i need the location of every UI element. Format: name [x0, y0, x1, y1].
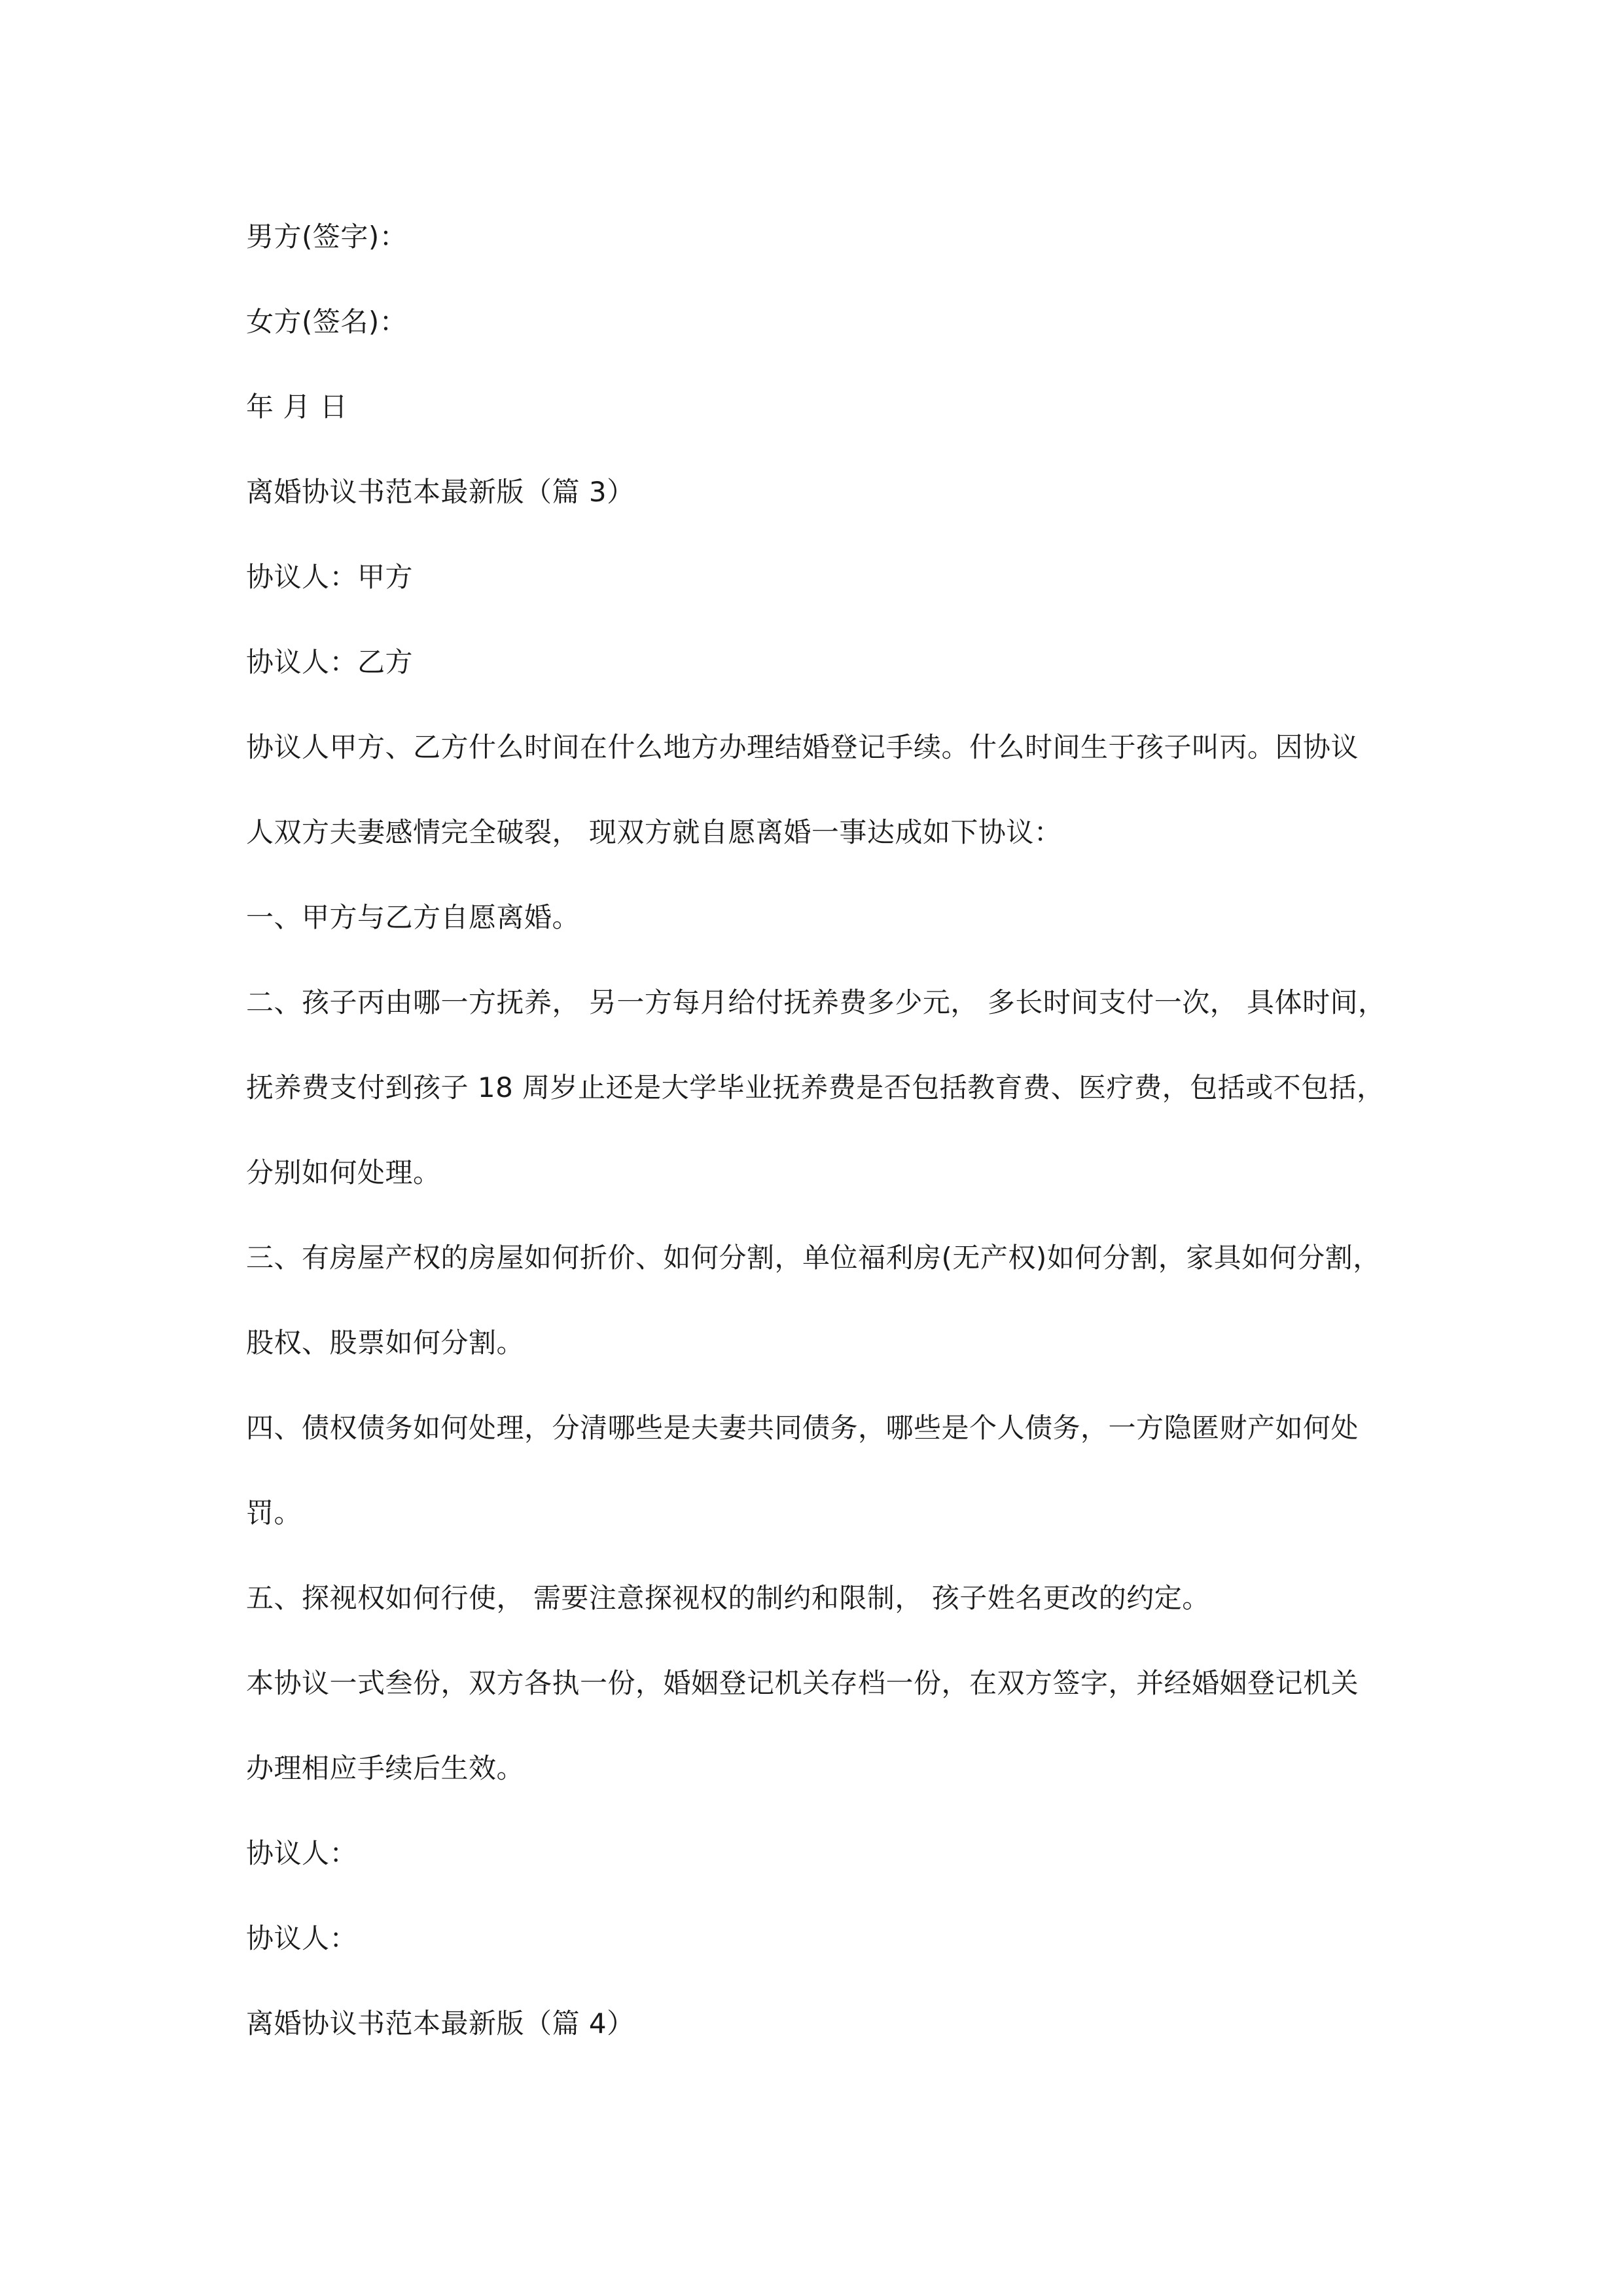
intro-paragraph-line-2: 人双方夫妻感情完全破裂， 现双方就自愿离婚一事达成如下协议：: [246, 816, 1062, 848]
clause-2-line-3: 分别如何处理。: [246, 1157, 441, 1189]
party-b-line: 协议人：乙方: [246, 646, 414, 678]
party-a-line: 协议人：甲方: [246, 561, 414, 593]
clause-2-line-2: 抚养费支付到孩子 18 周岁止还是大学毕业抚养费是否包括教育费、医疗费，包括或不包括，: [246, 1071, 1385, 1103]
clause-3-line-2: 股权、股票如何分割。: [246, 1327, 525, 1359]
intro-paragraph-line-1: 协议人甲方、乙方什么时间在什么地方办理结婚登记手续。什么时间生于孩子叫丙。因协议: [246, 731, 1359, 763]
clause-3-line-1: 三、有房屋产权的房屋如何折价、如何分割，单位福利房(无产权)如何分割，家具如何分割，: [246, 1242, 1381, 1274]
copies-paragraph-line-2: 办理相应手续后生效。: [246, 1752, 525, 1784]
clause-1: 一、甲方与乙方自愿离婚。: [246, 901, 580, 933]
date-line: 年 月 日: [246, 391, 348, 423]
clause-5: 五、探视权如何行使， 需要注意探视权的制约和限制， 孩子姓名更改的约定。: [246, 1582, 1210, 1614]
signatory-line-2: 协议人：: [246, 1922, 358, 1954]
copies-paragraph-line-1: 本协议一式叁份，双方各执一份，婚姻登记机关存档一份，在双方签字，并经婚姻登记机关: [246, 1667, 1359, 1699]
clause-4-line-2: 罚。: [246, 1497, 302, 1529]
female-signature-line: 女方(签名)：: [246, 306, 408, 338]
clause-4-line-1: 四、债权债务如何处理，分清哪些是夫妻共同债务，哪些是个人债务，一方隐匿财产如何处: [246, 1412, 1359, 1444]
signatory-line-1: 协议人：: [246, 1837, 358, 1869]
section-title-4: 离婚协议书范本最新版（篇 4）: [246, 2007, 635, 2039]
male-signature-line: 男方(签字)：: [246, 221, 408, 253]
section-title-3: 离婚协议书范本最新版（篇 3）: [246, 476, 635, 508]
clause-2-line-1: 二、孩子丙由哪一方抚养， 另一方每月给付抚养费多少元， 多长时间支付一次， 具体时间，: [246, 986, 1386, 1018]
